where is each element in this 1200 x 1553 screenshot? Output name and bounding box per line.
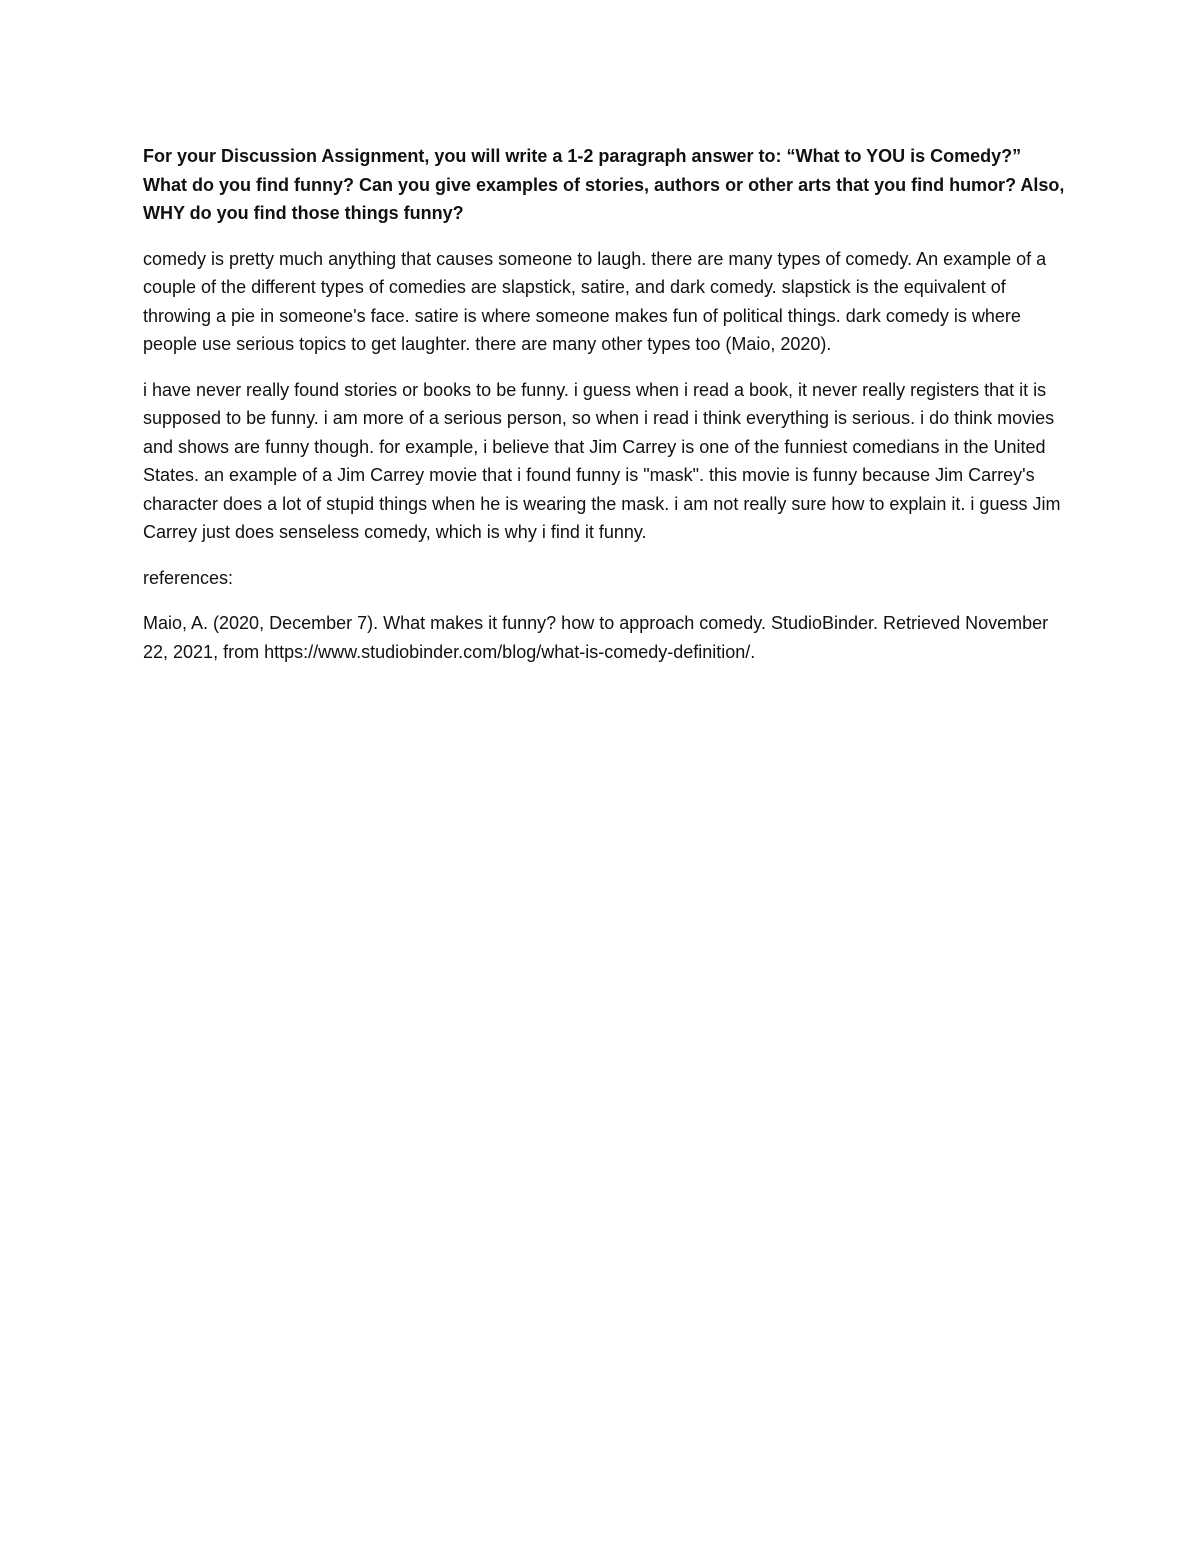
reference-citation: Maio, A. (2020, December 7). What makes it funny? how to approach comedy. StudioBinder. Retrieved November 22, 2021, from https://www.studiobinder.com/blog/what-is-comedy-definition/. (143, 613, 1049, 662)
references-heading: references: (143, 567, 234, 588)
document-body (143, 142, 1068, 666)
paragraph-personal-humor: i have never really found stories or books to be funny. i guess when i read a book, it never really registers that it is supposed to be funny. i am more of a serious person, so when i read i think everything is serious. i do think movies and shows are funny though. for example, i believe that Jim Carrey is one of the funniest comedians in the United States. an example of a Jim Carrey movie that i found funny is "mask". this movie is funny because Jim Carrey's character does a lot of stupid things when he is wearing the mask. i am not really sure how to explain it. i guess Jim Carrey just does senseless comedy, which is why i find it funny. (143, 379, 1061, 542)
paragraph-comedy-definition: comedy is pretty much anything that causes someone to laugh. there are many types of comedy. An example of a couple of the different types of comedies are slapstick, satire, and dark comedy. slapstick is the equivalent of throwing a pie in someone's face. satire is where someone makes fun of political things. dark comedy is where people use serious topics to get laughter. there are many other types too (Maio, 2020). (143, 248, 1047, 354)
assignment-prompt: For your Discussion Assignment, you will write a 1-2 paragraph answer to: “What to YOU is Comedy?” What do you find funny? Can you give examples of stories, authors or other arts that you find humor? Also, WHY do you find those things funny? (143, 146, 1065, 223)
